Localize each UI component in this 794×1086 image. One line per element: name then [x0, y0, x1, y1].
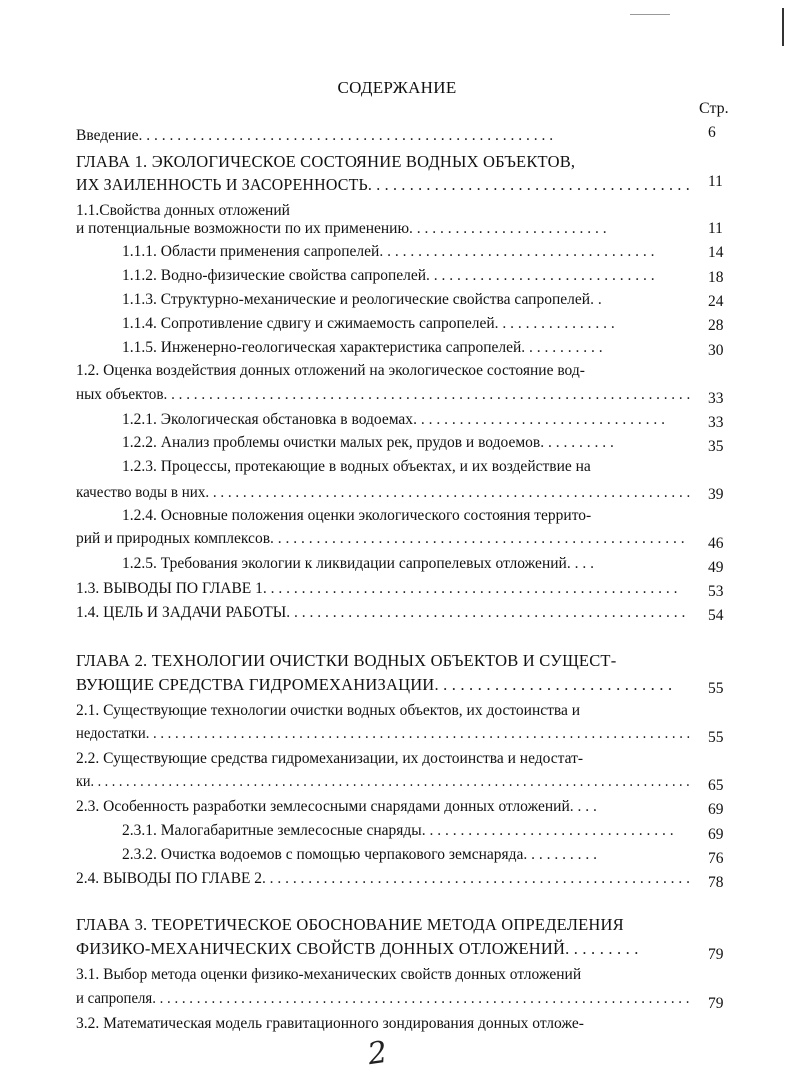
toc-entry-line: 3.2. Математическая модель гравитационного зондирования донных отложе- — [76, 1015, 584, 1032]
toc-entry-line: 3.1. Выбор метода оценки физико-механических свойств донных отложений — [76, 966, 582, 983]
toc-entry: ФИЗИКО-МЕХАНИЧЕСКИХ СВОЙСТВ ДОННЫХ ОТЛОЖЕНИЙ. . . . . . . . . — [76, 939, 639, 958]
toc-entry: 1.3. ВЫВОДЫ ПО ГЛАВЕ 1. . . . . . . . . . . . . . . . . . . . . . . . . . . . . . . . . . . . . . . . . . . . . . . . . . . . . . — [76, 580, 678, 597]
toc-entry: 1.1.1. Области применения сапропелей. . . . . . . . . . . . . . . . . . . . . . . . . . . . . . . . . . . . — [122, 243, 655, 260]
toc-entry: 1.1.2. Водно-физические свойства сапропелей. . . . . . . . . . . . . . . . . . . . . . . . . . . . . . — [122, 267, 655, 284]
toc-page-number: 11 — [708, 220, 723, 237]
toc-page-number: 35 — [708, 438, 724, 455]
toc-page-number: 33 — [708, 390, 724, 407]
toc-entry-line: 1.1.Свойства донных отложений — [76, 202, 290, 219]
toc-page-number: 33 — [708, 414, 724, 431]
toc-entry-line: 1.2.3. Процессы, протекающие в водных объектах, и их воздействие на — [122, 458, 591, 475]
toc-entry: Введение. . . . . . . . . . . . . . . . . . . . . . . . . . . . . . . . . . . . . . . . . . . . . . . . . . . . . . — [76, 127, 554, 144]
toc-entry: 1.2.5. Требования экологии к ликвидации сапропелевых отложений. . . . — [122, 555, 594, 572]
toc-chapter-heading: ГЛАВА 2. ТЕХНОЛОГИИ ОЧИСТКИ ВОДНЫХ ОБЪЕКТОВ И СУЩЕСТ- — [76, 651, 617, 670]
toc-page-number: 79 — [708, 995, 724, 1012]
toc-entry-line: 2.1. Существующие технологии очистки водных объектов, их достоинства и — [76, 702, 581, 719]
page-column-header: Стр. — [699, 100, 729, 117]
toc-page-number: 11 — [708, 173, 723, 190]
toc-page-number: 53 — [708, 583, 724, 600]
toc-page-number: 55 — [708, 680, 724, 697]
toc-entry: 1.1.3. Структурно-механические и реологические свойства сапропелей. . — [122, 291, 602, 308]
toc-entry: 1.1.5. Инженерно-геологическая характеристика сапропелей. . . . . . . . . . . — [122, 339, 603, 356]
toc-entry: 2.3.1. Малогабаритные землесосные снаряды. . . . . . . . . . . . . . . . . . . . . . . . . . . . . . . . . — [122, 822, 674, 839]
toc-chapter-heading: ГЛАВА 1. ЭКОЛОГИЧЕСКОЕ СОСТОЯНИЕ ВОДНЫХ ОБЪЕКТОВ, — [76, 152, 576, 171]
toc-entry: 1.1.4. Сопротивление сдвигу и сжимаемость сапропелей. . . . . . . . . . . . . . . . — [122, 315, 615, 332]
toc-chapter-heading: ГЛАВА 3. ТЕОРЕТИЧЕСКОЕ ОБОСНОВАНИЕ МЕТОДА ОПРЕДЕЛЕНИЯ — [76, 915, 624, 934]
toc-page-number: 55 — [708, 729, 724, 746]
toc-page-number: 14 — [708, 244, 724, 261]
toc-entry: и сапропеля. . . . . . . . . . . . . . . . . . . . . . . . . . . . . . . . . . . . . . . . . . . . . . . . . . . . . . . . . . . . . . . . . . . . . . . . . — [76, 990, 690, 1007]
toc-page-number: 30 — [708, 342, 724, 359]
toc-page-number: 39 — [708, 486, 724, 503]
toc-page-number: 28 — [708, 317, 724, 334]
toc-entry: 2.3. Особенность разработки землесосными снарядами донных отложений. . . . — [76, 798, 597, 815]
toc-page-number: 46 — [708, 535, 724, 552]
scan-mark — [630, 14, 670, 15]
page-title: СОДЕРЖАНИЕ — [337, 78, 457, 97]
toc-page-number: 24 — [708, 293, 724, 310]
toc-entry: 2.4. ВЫВОДЫ ПО ГЛАВЕ 2. . . . . . . . . . . . . . . . . . . . . . . . . . . . . . . . . . . . . . . . . . . . . . . . . . . . . . . . — [76, 870, 690, 887]
toc-entry: 2.3.2. Очистка водоемов с помощью черпакового земснаряда. . . . . . . . . . — [122, 846, 598, 863]
toc-entry: 1.2.1. Экологическая обстановка в водоемах. . . . . . . . . . . . . . . . . . . . . . . . . . . . . . . . . — [122, 411, 665, 428]
toc-page-number: 79 — [708, 946, 724, 963]
toc-page-number: 49 — [708, 559, 724, 576]
toc-entry: качество воды в них. . . . . . . . . . . . . . . . . . . . . . . . . . . . . . . . . . . . . . . . . . . . . . . . . . . . . . . . . . . . . . . . . — [76, 484, 691, 501]
toc-entry: рий и природных комплексов. . . . . . . . . . . . . . . . . . . . . . . . . . . . . . . . . . . . . . . . . . . . . . . . . . . . . . — [76, 530, 685, 547]
toc-page-number: 6 — [708, 124, 716, 141]
toc-page-number: 18 — [708, 269, 724, 286]
toc-entry-line: 1.2. Оценка воздействия донных отложений на экологическое состояние вод- — [76, 362, 585, 379]
toc-entry: недостатки. . . . . . . . . . . . . . . . . . . . . . . . . . . . . . . . . . . . . . . . . . . . . . . . . . . . . . . . . . . . . . . . . . . . . . . . . . . — [76, 725, 691, 742]
toc-entry: ВУЮЩИЕ СРЕДСТВА ГИДРОМЕХАНИЗАЦИИ. . . . . . . . . . . . . . . . . . . . . . . . . . . . — [76, 675, 673, 694]
toc-page-number: 69 — [708, 801, 724, 818]
toc-page-number: 69 — [708, 826, 724, 843]
toc-entry: ки. . . . . . . . . . . . . . . . . . . . . . . . . . . . . . . . . . . . . . . . . . . . . . . . . . . . . . . . . . . . . . . . . . . . . . . . . . . . . . . . . . . . . — [76, 773, 690, 790]
toc-entry: ных объектов. . . . . . . . . . . . . . . . . . . . . . . . . . . . . . . . . . . . . . . . . . . . . . . . . . . . . . . . . . . . . . . . . . . . . . — [76, 386, 691, 403]
toc-entry-line: 2.2. Существующие средства гидромеханизации, их достоинства и недостат- — [76, 750, 584, 767]
toc-page-number: 54 — [708, 607, 724, 624]
toc-entry: 1.4. ЦЕЛЬ И ЗАДАЧИ РАБОТЫ. . . . . . . . . . . . . . . . . . . . . . . . . . . . . . . . . . . . . . . . . . . . . . . . . . . . — [76, 604, 686, 621]
toc-entry: 1.2.2. Анализ проблемы очистки малых рек, прудов и водоемов. . . . . . . . . . — [122, 434, 614, 451]
toc-entry-line: 1.2.4. Основные положения оценки экологического состояния террито- — [122, 507, 592, 524]
toc-page-number: 65 — [708, 777, 724, 794]
toc-entry: ИХ ЗАИЛЕННОСТЬ И ЗАСОРЕННОСТЬ. . . . . . . . . . . . . . . . . . . . . . . . . . . . . . . . . . . . . . . — [76, 175, 690, 194]
toc-entry: и потенциальные возможности по их применению. . . . . . . . . . . . . . . . . . . . . . . . . . — [76, 220, 607, 237]
toc-page-number: 78 — [708, 874, 724, 891]
scan-mark — [782, 8, 784, 46]
toc-page-number: 76 — [708, 850, 724, 867]
handwritten-page-number: 2 — [365, 1034, 390, 1073]
